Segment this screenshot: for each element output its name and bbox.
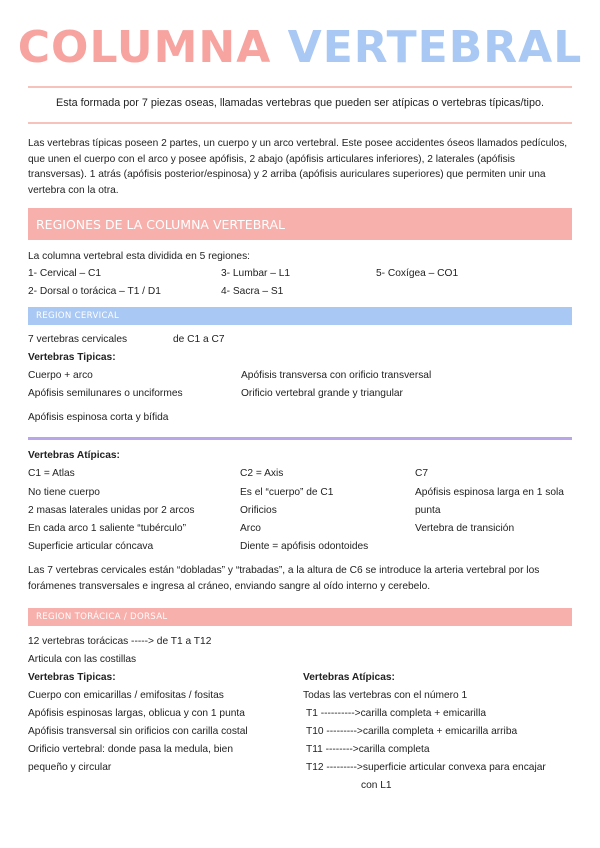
thoracic-atypical-item: T1 ---------->carilla completa + emicarilla [306,708,487,719]
cervical-typical-item: Cuerpo + arco [28,370,93,381]
atlas-item: 2 masas laterales unidas por 2 arcos [28,505,195,516]
region-item: 2- Dorsal o torácica – T1 / D1 [28,286,161,297]
axis-item: Diente = apófisis odontoides [240,541,369,552]
atlas-item: Superficie articular cóncava [28,541,154,552]
axis-item: Arco [240,523,261,534]
thoracic-atypical-title: Vertebras Atípicas: [303,672,395,683]
thoracic-atypical-item: T12 --------->superficie articular convexa para encajar [306,762,546,773]
cervical-typical-item: Apófisis semilunares o unciformes [28,388,183,399]
regions-intro: La columna vertebral esta dividida en 5 regiones: [28,251,250,262]
atlas-item: En cada arco 1 saliente “tubérculo” [28,523,186,534]
thoracic-typical-item: Apófisis transversal sin orificios con carilla costal [28,726,248,737]
regions-header: REGIONES DE LA COLUMNA VERTEBRAL [28,208,572,240]
typical-description: Las vertebras típicas poseen 2 partes, un cuerpo y un arco vertebral. Este posee accidentes óseos llamados pedículos, que unen el cuerpo con el arco y posee apófisis, 2 abajo (apófisis articulares inferiores), 2 laterales (apófisis transversas). 1 atrás (apófisis posterior/espinosa) y 2 arriba (apófisis auriculares superiores) que permiten unir una vertebra con la otra. [28,138,568,196]
region-item: 1- Cervical – C1 [28,268,102,279]
atlas-item: No tiene cuerpo [28,487,100,498]
c7-item: Apófisis espinosa larga en 1 sola [415,487,564,498]
region-item: 3- Lumbar – L1 [221,268,291,279]
thoracic-atypical-item: T10 --------->carilla completa + emicarilla arriba [306,726,518,737]
atlas-item: C1 = Atlas [28,468,75,479]
intro-text: Esta formada por 7 piezas oseas, llamadas vertebras que pueden ser atípicas o vertebras típicas/tipo. [56,97,544,109]
thoracic-typical-item: Cuerpo con emicarillas / emifositas / fositas [28,690,224,701]
axis-item: Es el “cuerpo” de C1 [240,487,334,498]
thoracic-typical-title: Vertebras Tipicas: [28,672,116,683]
cervical-typical-item: Apófisis transversa con orificio transversal [241,370,432,381]
title-part-2: VERTEBRAL [287,22,583,73]
thoracic-atypical-cont: con L1 [361,780,392,791]
page-title [0,24,600,72]
c7-item: Vertebra de transición [415,523,515,534]
title-part-1: COLUMNA [17,22,272,73]
cervical-header: REGION CERVICAL [28,307,572,325]
section-divider [28,437,572,440]
axis-item: Orificios [240,505,277,516]
axis-item: C2 = Axis [240,468,284,479]
c7-item: punta [415,505,441,516]
thoracic-articula: Articula con las costillas [28,654,137,665]
intro-rule [28,122,572,124]
thoracic-header: REGION TORÁCICA / DORSAL [28,608,572,626]
thoracic-typical-item: pequeño y circular [28,762,112,773]
cervical-typical-item: Apófisis espinosa corta y bífida [28,412,169,423]
cervical-range: de C1 a C7 [173,334,225,345]
thoracic-atypical-intro: Todas las vertebras con el número 1 [303,690,468,701]
cervical-note: Las 7 vertebras cervicales están “dobladas” y “trabadas”, a la altura de C6 se introduce la arteria vertebral por los forámenes transversales e ingresa al cráneo, enviando sangre al oído interno y cerebelo. [28,565,540,592]
thoracic-typical-item: Orificio vertebral: donde pasa la medula, bien [28,744,233,755]
thoracic-count: 12 vertebras torácicas -----> de T1 a T12 [28,636,212,647]
region-item: 4- Sacra – S1 [221,286,284,297]
top-rule [28,86,572,88]
thoracic-typical-item: Apófisis espinosas largas, oblicua y con 1 punta [28,708,245,719]
c7-item: C7 [415,468,429,479]
cervical-typical-item: Orificio vertebral grande y triangular [241,388,403,399]
region-item: 5- Coxígea – CO1 [376,268,459,279]
cervical-count: 7 vertebras cervicales [28,334,128,345]
cervical-typical-title: Vertebras Tipicas: [28,352,116,363]
thoracic-atypical-item: T11 -------->carilla completa [306,744,430,755]
cervical-atypical-title: Vertebras Atípicas: [28,450,120,461]
